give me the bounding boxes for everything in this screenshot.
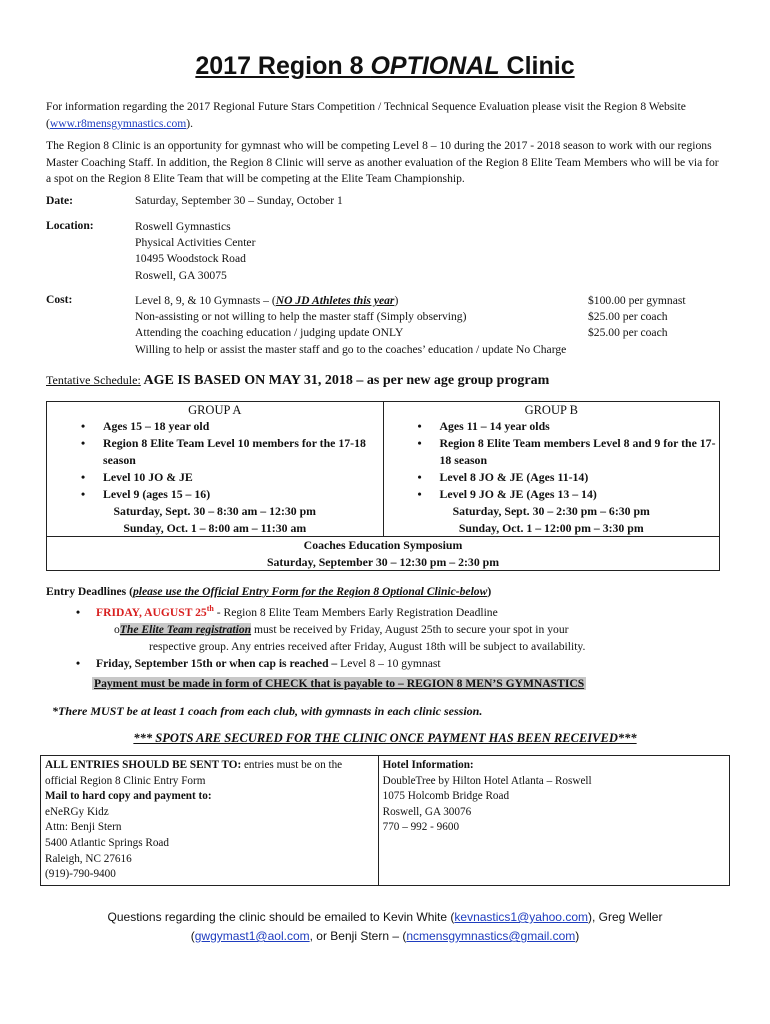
schedule-table: [46, 401, 720, 571]
coach-requirement: *There MUST be at least 1 coach from each club, with gymnasts in each clinic session.: [52, 704, 483, 718]
greg-weller-email-link[interactable]: gwgymast1@aol.com: [194, 929, 310, 943]
date-value: Saturday, September 30 – Sunday, October 1: [135, 194, 343, 207]
region8-website-link[interactable]: www.r8mensgymnastics.com: [49, 116, 187, 130]
list-item: • Level 10 JO & JE: [103, 469, 383, 486]
contact-footer: Questions regarding the clinic should be emailed to Kevin White (kevnastics1@yahoo.com), Greg Weller (gwgymast1@aol.com, or Benji Stern – (ncmensgymnastics@gmail.com): [107, 910, 663, 943]
group-a-cell: GROUP A • Ages 15 – 18 year old • Region 8 Elite Team Level 10 members for the 17-18 season • Level 10 JO & JE • Level 9 (ages 15 – 16) Saturday, Sept. 30 – 8:30 am – 12:30 pm Sunday, Oct. 1 – 8:00 am – 11:30 am: [47, 402, 384, 537]
payment-notice: Payment must be made in form of CHECK that is payable to – REGION 8 MEN’S GYMNASTICS: [94, 677, 585, 690]
spots-secured-notice: *** SPOTS ARE SECURED FOR THE CLINIC ONCE PAYMENT HAS BEEN RECEIVED***: [133, 731, 637, 745]
page-title: 2017 Region 8 OPTIONAL Clinic: [195, 52, 575, 80]
mail-info-cell: ALL ENTRIES SHOULD BE SENT TO: entries must be on the official Region 8 Clinic Entry Form Mail to hard copy and payment to: eNeRGy Kidz Attn: Benji Stern 5400 Atlantic Springs Road Raleigh, NC 27616 (919)-790-9400: [41, 756, 379, 886]
cost-label: Cost:: [46, 293, 73, 306]
group-b-cell: GROUP B • Ages 11 – 14 year olds • Region 8 Elite Team members Level 8 and 9 for the 17-18 season • Level 8 JO & JE (Ages 11-14) • Level 9 JO & JE (Ages 13 – 14) Saturday, Sept. 30 – 2:30 pm – 6:30 pm Sunday, Oct. 1 – 12:00 pm – 3:30 pm: [383, 402, 720, 537]
kevin-white-email-link[interactable]: kevnastics1@yahoo.com: [454, 910, 588, 924]
clinic-description: The Region 8 Clinic is an opportunity for gymnast who will be competing Level 8 – 10 during the 2017 - 2018 season to work with our regions Master Coaching Staff. In addition, the Region 8 Clinic will serve as another evaluation of the Region 8 Elite Team Members who will be via for a spot on the Region 8 Elite Team that will be competing at the Elite Team Championship.: [46, 139, 719, 185]
list-item: • Level 9 JO & JE (Ages 13 – 14): [440, 486, 720, 503]
list-item: • Level 8 JO & JE (Ages 11-14): [440, 469, 720, 486]
location-address: Roswell Gymnastics Physical Activities Center 10495 Woodstock Road Roswell, GA 30075: [135, 220, 256, 282]
list-item: • Ages 15 – 18 year old: [103, 418, 383, 435]
list-item: • Ages 11 – 14 year olds: [440, 418, 720, 435]
symposium-cell: Coaches Education Symposium Saturday, September 30 – 12:30 pm – 2:30 pm: [47, 537, 720, 571]
location-label: Location:: [46, 219, 94, 232]
cost-prices: $100.00 per gymnast $25.00 per coach $25.00 per coach: [588, 294, 686, 340]
benji-stern-email-link[interactable]: ncmensgymnastics@gmail.com: [406, 929, 576, 943]
entry-deadlines: Entry Deadlines (please use the Official Entry Form for the Region 8 Optional Clinic-below) • FRIDAY, AUGUST 25th - Region 8 Elite Team Members Early Registration Deadline oThe Elite Team registration must be received by Friday, August 25th to secure your spot in your respective group. Any entries received after Friday, August 18th will be subject to availability. • Friday, September 15th or when cap is reached – Level 8 – 10 gymnast: [46, 585, 586, 670]
intro-paragraph: For information regarding the 2017 Regional Future Stars Competition / Technical Sequence Evaluation please visit the Region 8 Website (www.r8mensgymnastics.com).: [46, 100, 686, 130]
date-label: Date:: [46, 194, 74, 207]
contact-table: [40, 755, 730, 886]
hotel-info-cell: Hotel Information: DoubleTree by Hilton Hotel Atlanta – Roswell 1075 Holcomb Bridge Road Roswell, GA 30076 770 – 992 - 9600: [378, 756, 729, 886]
cost-details: Level 8, 9, & 10 Gymnasts – (NO JD Athletes this year) Non-assisting or not willing to help the master staff (Simply observing) Attending the coaching education / judging update ONLY Willing to help or assist the master staff and go to the coaches’ education / update No Charge: [135, 294, 567, 356]
list-item: • Region 8 Elite Team Level 10 members for the 17-18 season: [103, 435, 383, 469]
list-item: • Level 9 (ages 15 – 16): [103, 486, 383, 503]
list-item: • Region 8 Elite Team members Level 8 and 9 for the 17-18 season: [440, 435, 720, 469]
tentative-schedule-heading: Tentative Schedule: AGE IS BASED ON MAY 31, 2018 – as per new age group program: [46, 373, 550, 388]
